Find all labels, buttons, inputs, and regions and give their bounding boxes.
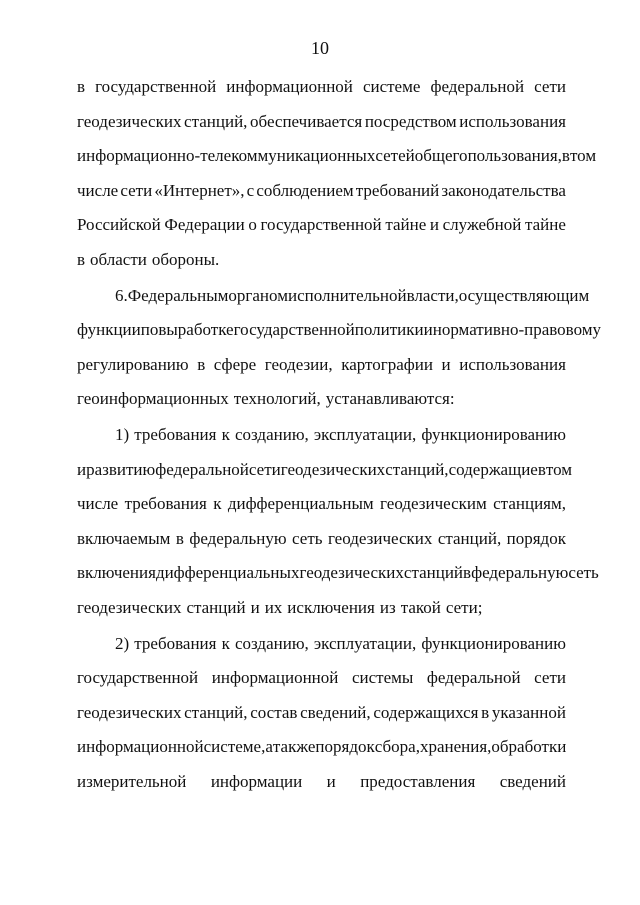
text-line: 2) требования к созданию, эксплуатации, функционированию	[115, 633, 566, 653]
document-body	[77, 70, 602, 799]
paragraph-4	[77, 627, 566, 800]
text-line: информационно-телекоммуникационных сетей общего пользования, в том	[77, 146, 597, 165]
text-line: геодезических станций, состав сведений, содержащихся в указанной	[77, 702, 566, 722]
text-line: информационной системе, а также порядок сбора, хранения, обработки	[77, 737, 567, 756]
paragraph-1	[77, 70, 597, 277]
page-number: 10	[311, 38, 329, 58]
text-line: геодезических станций и их исключения из такой сети;	[77, 597, 483, 617]
text-line: функции по выработке государственной политики и нормативно-правовому	[77, 320, 602, 339]
text-line: геоинформационных технологий, устанавливаются:	[77, 389, 455, 408]
text-line: включения дифференциальных геодезических станций в федеральную сеть	[77, 563, 599, 582]
paragraph-2	[77, 279, 602, 417]
text-line: государственной информационной системы федеральной сети	[77, 668, 566, 687]
text-line: регулированию в сфере геодезии, картографии и использования	[77, 354, 566, 374]
text-line: в государственной информационной системе федеральной сети	[77, 77, 566, 96]
text-line: в области обороны.	[77, 249, 220, 269]
paragraph-3	[77, 418, 599, 625]
text-line: числе сети «Интернет», с соблюдением требований законодательства	[77, 180, 566, 200]
text-line: измерительной информации и предоставления сведений	[77, 771, 566, 791]
text-line: Российской Федерации о государственной тайне и служебной тайне	[77, 215, 566, 234]
text-line: и развитию федеральной сети геодезических станций, содержащие в том	[77, 459, 573, 479]
text-line: 1) требования к созданию, эксплуатации, функционированию	[115, 425, 566, 444]
text-line: геодезических станций, обеспечивается посредством использования	[77, 111, 566, 131]
text-line: числе требования к дифференциальным геодезическим станциям,	[77, 494, 566, 513]
text-line: включаемым в федеральную сеть геодезических станций, порядок	[77, 528, 566, 548]
text-line: 6. Федеральным органом исполнительной власти, осуществляющим	[115, 285, 590, 305]
